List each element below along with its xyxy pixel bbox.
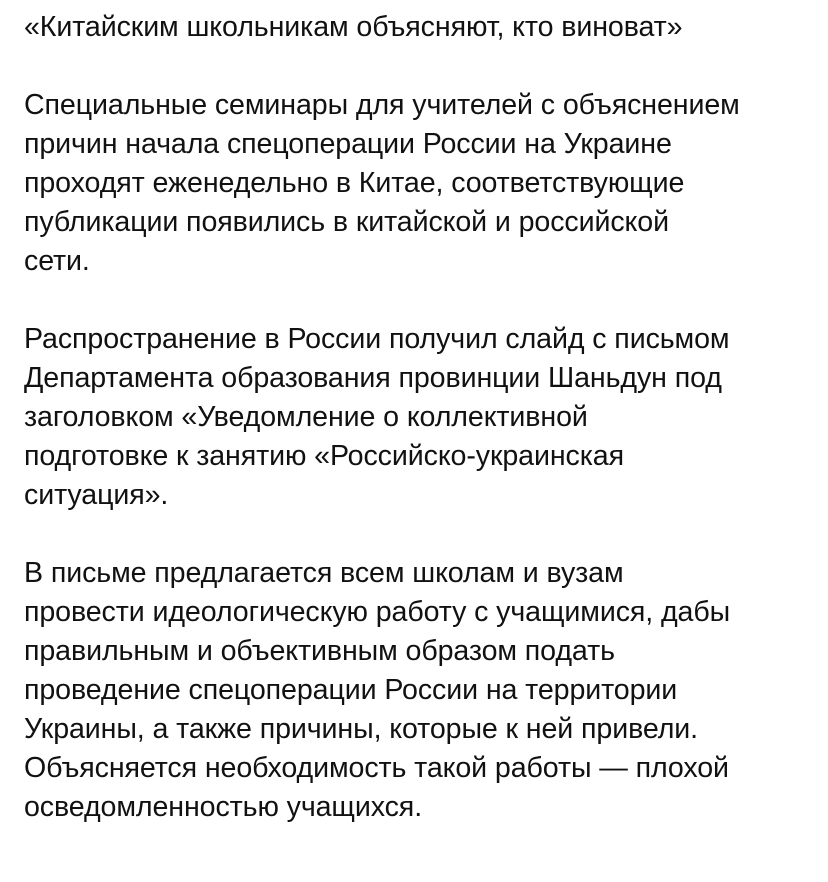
paragraph-line: публикации появились в китайской и российской xyxy=(24,206,669,238)
paragraph-line: Объясняется необходимость такой работы — плохой xyxy=(24,752,729,784)
paragraph-line: проходят еженедельно в Китае, соответствующие xyxy=(24,167,685,199)
paragraph-line: Украины, а также причины, которые к ней привели. xyxy=(24,713,698,745)
post-title-line: «Китайским школьникам объясняют, кто виноват» xyxy=(24,11,683,43)
paragraph-2 xyxy=(24,320,814,515)
paragraph-line: сети. xyxy=(24,245,90,277)
paragraph-line: заголовком «Уведомление о коллективной xyxy=(24,401,588,433)
paragraph-line: правильным и объективным образом подать xyxy=(24,635,615,667)
post-text xyxy=(24,8,814,827)
paragraph-line: Специальные семинары для учителей с объяснением xyxy=(24,89,740,121)
paragraph-line: осведомленностью учащихся. xyxy=(24,791,423,823)
paragraph-line: провести идеологическую работу с учащимися, дабы xyxy=(24,596,731,628)
paragraph-line: причин начала спецоперации России на Украине xyxy=(24,128,672,160)
paragraph-line: Департамента образования провинции Шаньдун под xyxy=(24,362,722,394)
post-title xyxy=(24,8,814,47)
paragraph-line: проведение спецоперации России на территории xyxy=(24,674,678,706)
paragraph-line: Распространение в России получил слайд с письмом xyxy=(24,323,730,355)
paragraph-line: подготовке к занятию «Российско-украинская xyxy=(24,440,624,472)
paragraph-line: ситуация». xyxy=(24,479,169,511)
paragraph-line: В письме предлагается всем школам и вузам xyxy=(24,557,624,589)
paragraph-3 xyxy=(24,554,814,827)
paragraph-1 xyxy=(24,86,814,281)
